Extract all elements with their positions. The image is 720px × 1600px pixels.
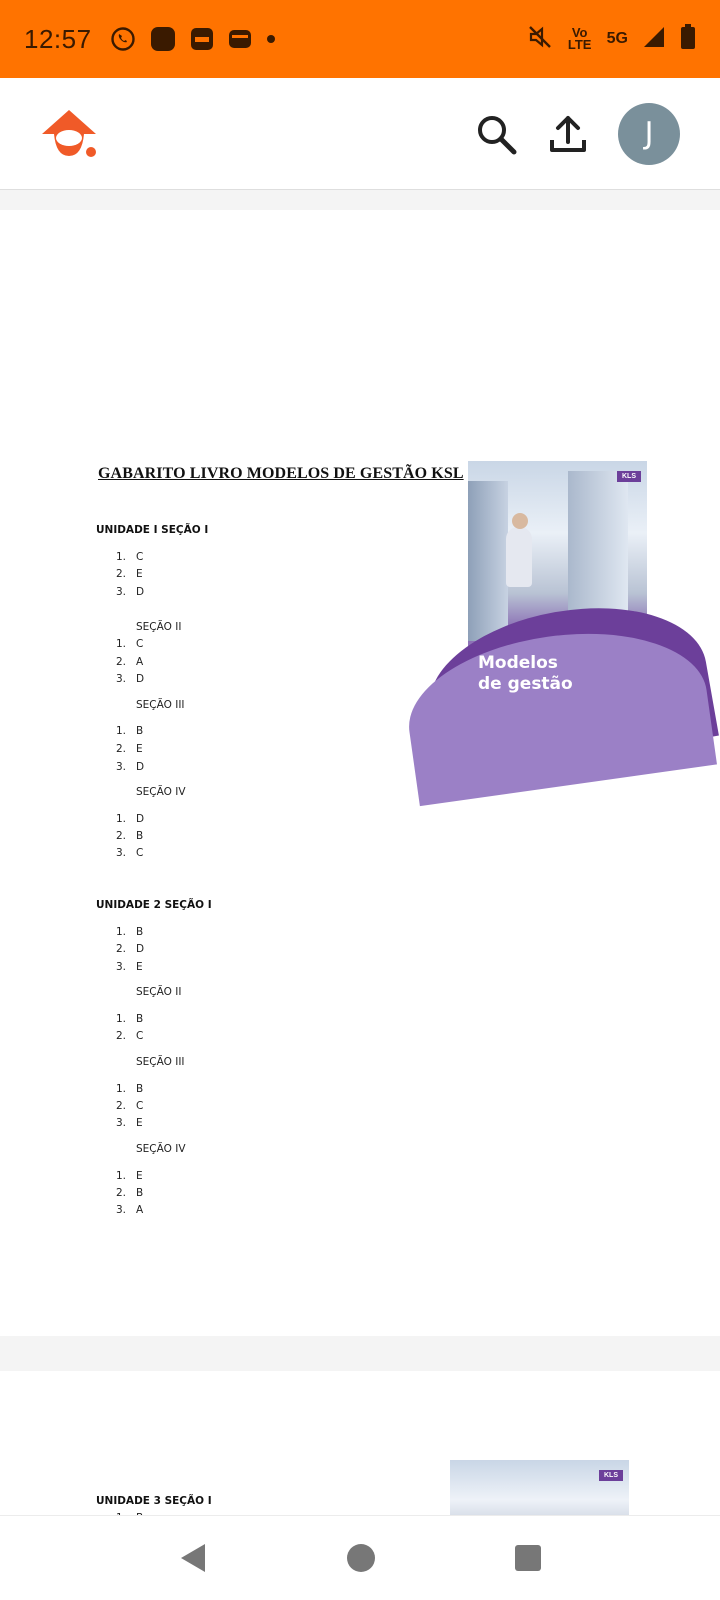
document-title: GABARITO LIVRO MODELOS DE GESTÃO KSL [98,465,464,482]
list-item: 3. D [116,673,145,685]
document-page [0,1371,720,1516]
back-icon[interactable] [178,1542,208,1574]
search-icon[interactable] [474,112,518,156]
section-heading: SEÇÃO II [136,621,182,633]
recents-icon[interactable] [514,1544,542,1572]
list-item: 1. B [116,725,144,737]
list-item: 1. E [116,1170,143,1182]
book-cover-image [468,461,647,701]
app-icon [150,26,176,52]
avatar[interactable]: J [618,103,680,165]
wallet-icon [228,27,252,51]
cover-title: Modelos de gestão [478,653,573,694]
system-nav-bar [0,1515,720,1600]
list-item: 3. E [116,961,143,973]
list-item: 1. B [116,1083,144,1095]
list-item: 2. E [116,743,143,755]
list-item: 3. D [116,761,145,773]
list-item: 2. C [116,1100,144,1112]
list-item: 2. D [116,943,145,955]
network-type: 5G [606,30,628,47]
list-item: 1. B [116,1013,144,1025]
list-item: 2. B [116,830,144,842]
list-item: 3. D [116,586,145,598]
list-item: 2. A [116,656,144,668]
list-item: 2. E [116,568,143,580]
cover-badge: KLS [617,471,641,482]
notification-dot-icon [266,34,276,44]
status-bar [0,0,720,78]
whatsapp-icon [110,26,136,52]
signal-icon [642,25,666,54]
list-item: 3. C [116,847,144,859]
list-item: 1. C [116,638,144,650]
section-heading: SEÇÃO III [136,699,185,711]
mute-icon [527,24,553,55]
clock: 12:57 [24,23,92,54]
list-item: 2. C [116,1030,144,1042]
list-item: 3. A [116,1204,144,1216]
app-header [0,78,720,190]
list-item: 1. B [116,926,144,938]
volte-indicator: Vo LTE [567,25,592,52]
cover-badge: KLS [599,1470,623,1481]
material-card [0,210,720,1515]
section-heading: SEÇÃO III [136,1056,185,1068]
section-heading: SEÇÃO IV [136,786,186,798]
upload-icon[interactable] [546,112,590,156]
home-icon[interactable] [345,1542,377,1574]
bank-app-icon [190,27,214,51]
document-page [0,210,720,1216]
unit-heading: UNIDADE 2 SEÇÃO I [96,899,212,911]
section-heading: SEÇÃO IV [136,1143,186,1155]
list-item: 1. D [116,813,145,825]
list-item: 2. B [116,1187,144,1199]
unit-heading: UNIDADE I SEÇÃO I [96,524,209,536]
unit-heading: UNIDADE 3 SEÇÃO I [96,1495,212,1507]
section-heading: SEÇÃO II [136,986,182,998]
logo-icon[interactable] [40,108,98,160]
battery-icon [680,24,696,55]
page-separator [0,1336,720,1371]
list-item: 3. E [116,1117,143,1129]
list-item: 1. C [116,551,144,563]
